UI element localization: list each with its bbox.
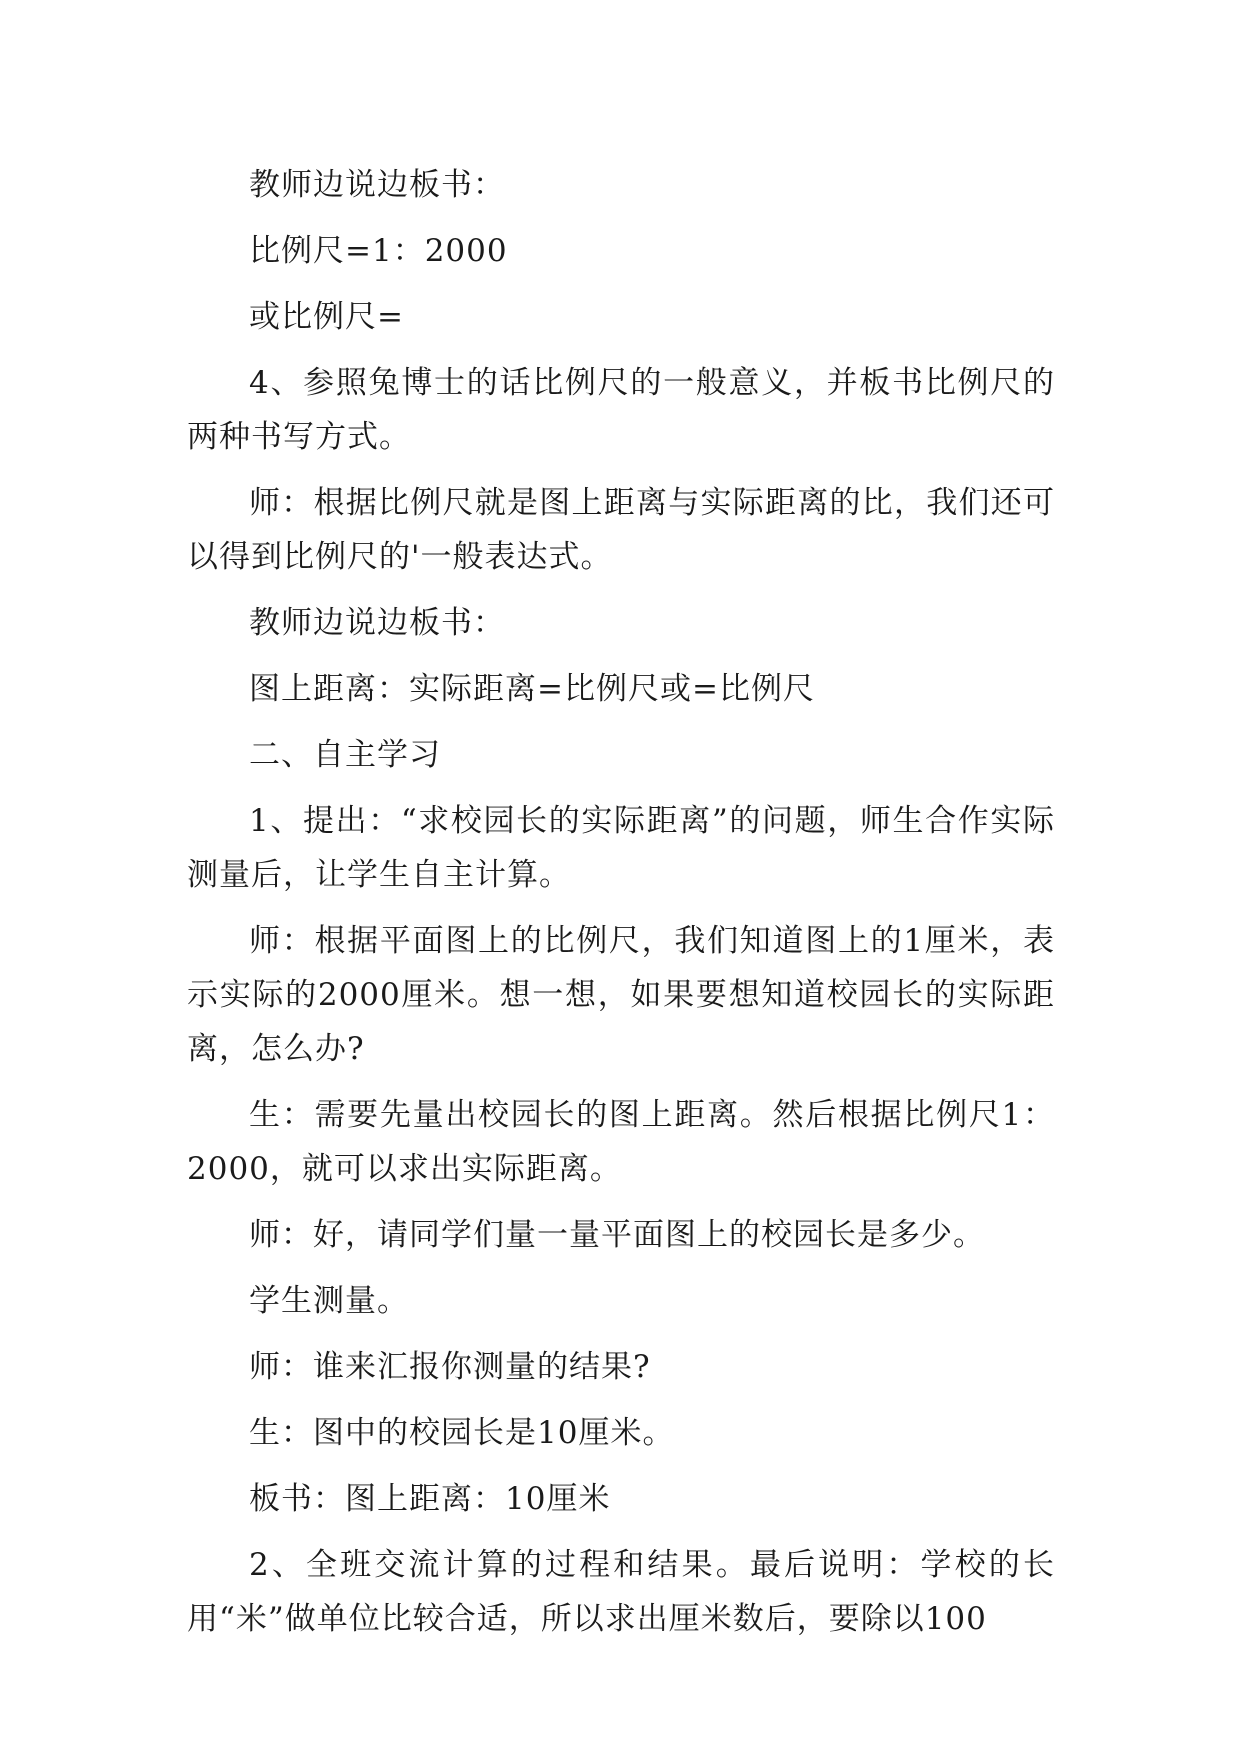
paragraph: 2、全班交流计算的过程和结果。最后说明：学校的长用“米”做单位比较合适，所以求出厘米数后，要除以100 (187, 1547, 1055, 1637)
paragraph: 师：好，请同学们量一量平面图上的校园长是多少。 (249, 1217, 985, 1253)
paragraph: 教师边说边板书： (249, 167, 505, 203)
paragraph: 比例尺=1：2000 (249, 233, 508, 269)
paragraph: 师：根据平面图上的比例尺，我们知道图上的1厘米，表示实际的2000厘米。想一想，如果要想知道校园长的实际距离，怎么办? (187, 923, 1055, 1067)
paragraph: 生：图中的校园长是10厘米。 (249, 1415, 675, 1451)
paragraph: 学生测量。 (249, 1283, 409, 1319)
section-heading: 二、自主学习 (249, 737, 441, 773)
paragraph: 板书：图上距离：10厘米 (249, 1481, 611, 1517)
paragraph: 教师边说边板书： (249, 605, 505, 641)
paragraph: 1、提出：“求校园长的实际距离”的问题，师生合作实际测量后，让学生自主计算。 (187, 803, 1055, 893)
paragraph: 师：谁来汇报你测量的结果? (249, 1349, 651, 1385)
document-body (187, 158, 1055, 1658)
paragraph: 生：需要先量出校园长的图上距离。然后根据比例尺1：2000，就可以求出实际距离。 (187, 1097, 1055, 1187)
paragraph: 图上距离：实际距离=比例尺或=比例尺 (249, 671, 815, 707)
paragraph: 4、参照兔博士的话比例尺的一般意义，并板书比例尺的两种书写方式。 (187, 365, 1055, 455)
paragraph: 师：根据比例尺就是图上距离与实际距离的比，我们还可以得到比例尺的'一般表达式。 (187, 485, 1055, 575)
paragraph: 或比例尺= (249, 299, 404, 335)
